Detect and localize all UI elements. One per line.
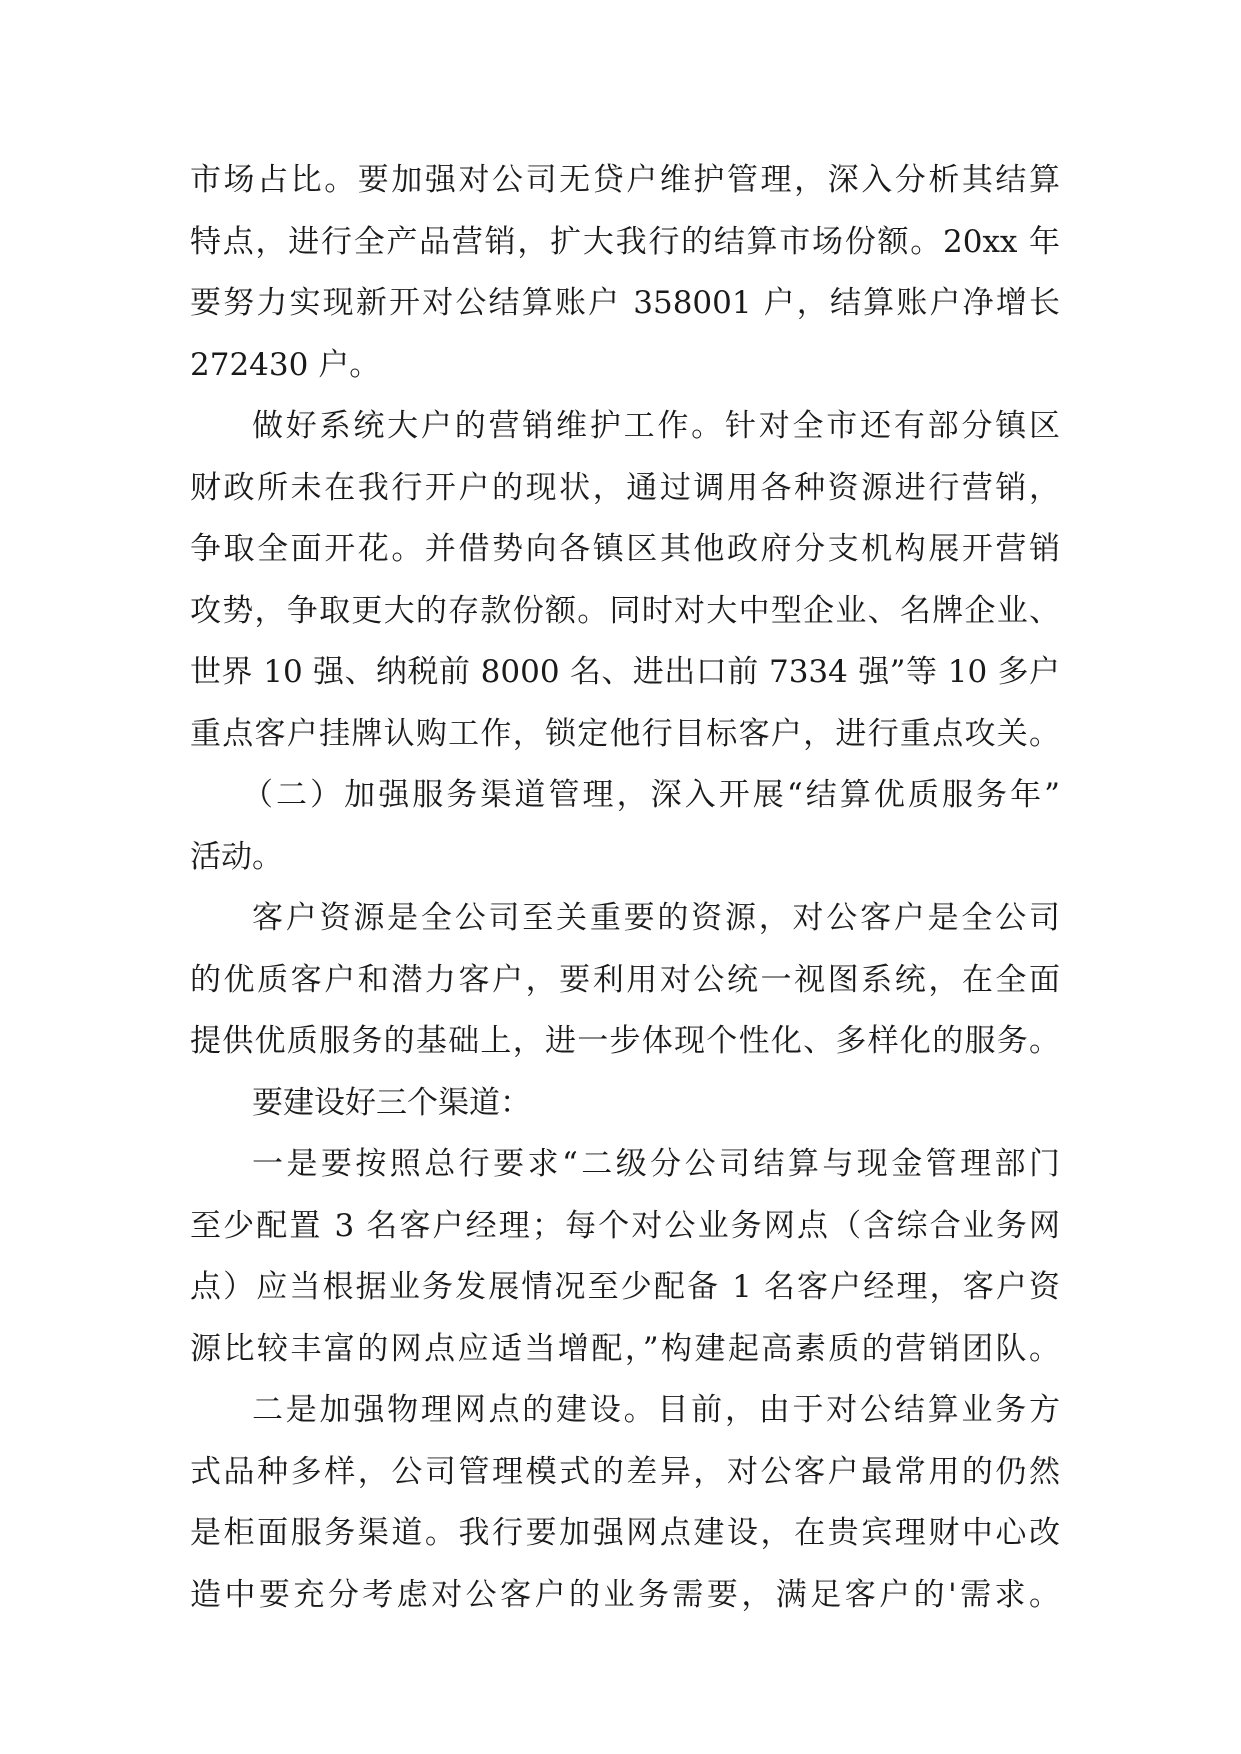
text-line: 272430 户。: [190, 346, 381, 383]
text-line: 特点，进行全产品营销，扩大我行的结算市场份额。20xx 年: [190, 223, 1060, 260]
text-line: 要努力实现新开对公结算账户 358001 户，结算账户净增长: [190, 285, 1060, 321]
text-line: 造中要充分考虑对公客户的业务需要，满足客户的'需求。: [190, 1576, 1060, 1613]
text-line: 式品种多样，公司管理模式的差异，对公客户最常用的仍然: [190, 1453, 1060, 1490]
paragraph-first-line: 一是要按照总行要求“二级分公司结算与现金管理部门: [252, 1146, 1060, 1182]
text-line: 点）应当根据业务发展情况至少配备 1 名客户经理，客户资: [190, 1269, 1060, 1305]
paragraph-first-line: 做好系统大户的营销维护工作。针对全市还有部分镇区: [252, 408, 1060, 444]
paragraph-first-line: 要建设好三个渠道：: [252, 1084, 531, 1121]
paragraph-first-line: 二是加强物理网点的建设。目前，由于对公结算业务方: [252, 1392, 1060, 1428]
text-line: 的优质客户和潜力客户，要利用对公统一视图系统，在全面: [190, 961, 1060, 998]
paragraph-first-line: 客户资源是全公司至关重要的资源，对公客户是全公司: [252, 900, 1060, 936]
document-body: [190, 150, 1060, 1626]
text-line: 攻势，争取更大的存款份额。同时对大中型企业、名牌企业、: [190, 592, 1060, 629]
text-line: 重点客户挂牌认购工作，锁定他行目标客户，进行重点攻关。: [190, 715, 1060, 752]
text-line: 争取全面开花。并借势向各镇区其他政府分支机构展开营销: [190, 531, 1060, 567]
text-line: 是柜面服务渠道。我行要加强网点建设，在贵宾理财中心改: [190, 1515, 1060, 1551]
text-line: 源比较丰富的网点应适当增配，”构建起高素质的营销团队。: [190, 1330, 1060, 1367]
text-line: 世界 10 强、纳税前 8000 名、进出口前 7334 强”等 10 多户: [190, 654, 1060, 690]
text-line: 提供优质服务的基础上，进一步体现个性化、多样化的服务。: [190, 1023, 1060, 1059]
text-line: 市场占比。要加强对公司无贷户维护管理，深入分析其结算: [190, 162, 1060, 198]
section-heading-continued: 活动。: [190, 838, 283, 875]
text-line: 至少配置 3 名客户经理；每个对公业务网点（含综合业务网: [190, 1207, 1060, 1244]
text-line: 财政所未在我行开户的现状，通过调用各种资源进行营销，: [190, 469, 1060, 506]
section-heading: （二）加强服务渠道管理，深入开展“结算优质服务年”: [242, 777, 1060, 813]
